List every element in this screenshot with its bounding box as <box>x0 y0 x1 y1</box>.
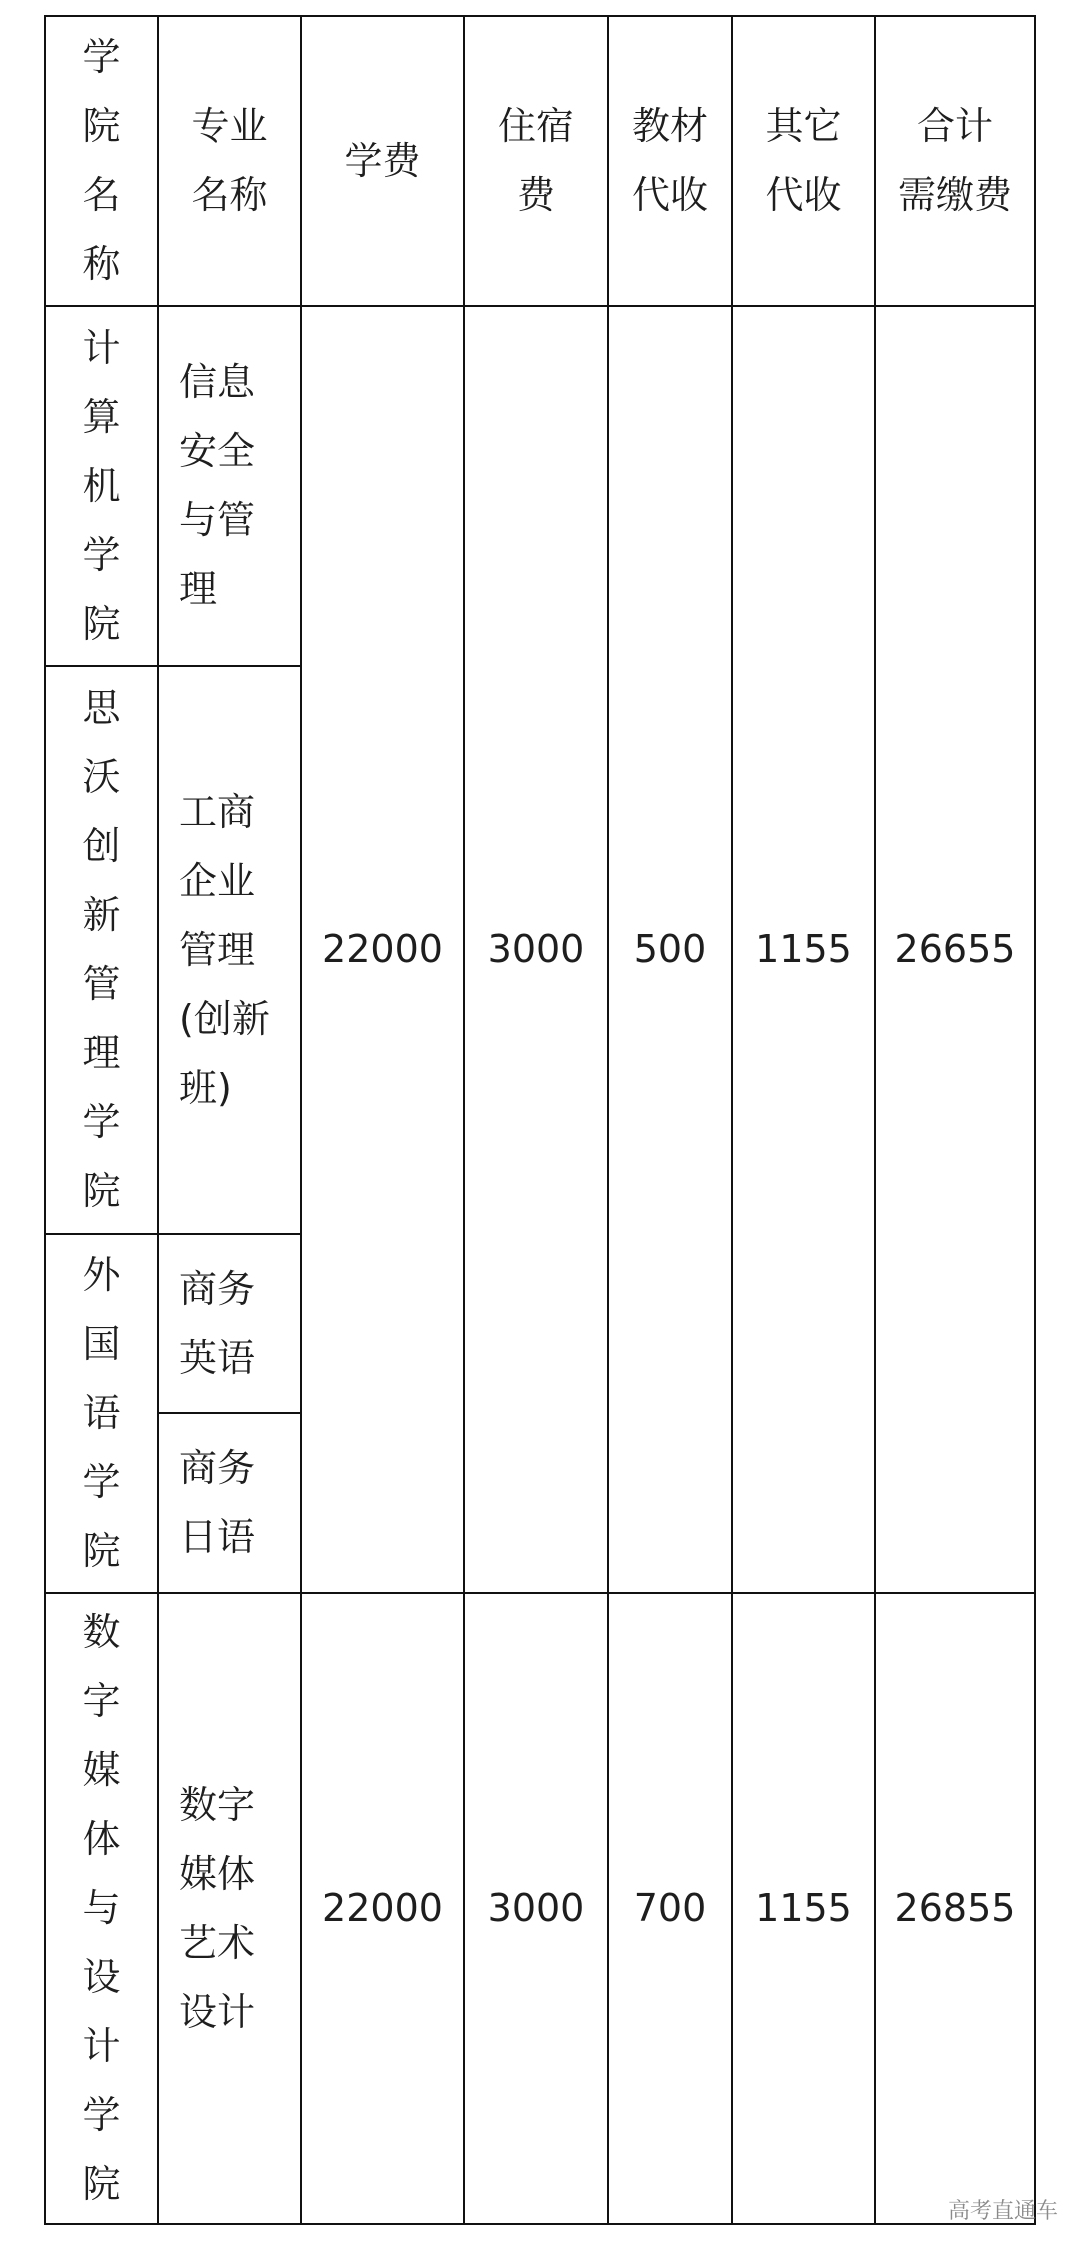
header-college: 学院名称 <box>45 16 158 306</box>
header-textbook: 教材 代收 <box>608 16 732 306</box>
other-cell: 1155 <box>732 1593 875 2224</box>
total-cell: 26655 <box>875 306 1035 1593</box>
major-cell: 商务 日语 <box>158 1413 301 1593</box>
textbook-cell: 500 <box>608 306 732 1593</box>
college-cell: 数字媒体与设计学院 <box>45 1593 158 2224</box>
fee-table <box>44 15 1036 2225</box>
table-row <box>45 306 1035 666</box>
tuition-cell: 22000 <box>301 1593 464 2224</box>
header-total: 合计 需缴费 <box>875 16 1035 306</box>
header-major: 专业 名称 <box>158 16 301 306</box>
header-row <box>45 16 1035 306</box>
header-other: 其它 代收 <box>732 16 875 306</box>
watermark: 高考直通车 <box>947 2199 1058 2224</box>
major-cell: 商务 英语 <box>158 1234 301 1413</box>
textbook-cell: 700 <box>608 1593 732 2224</box>
major-cell: 工商 企业 管理 (创新 班) <box>158 666 301 1234</box>
accommodation-cell: 3000 <box>464 1593 608 2224</box>
other-cell: 1155 <box>732 306 875 1593</box>
tuition-cell: 22000 <box>301 306 464 1593</box>
total-cell: 26855 <box>875 1593 1035 2224</box>
college-cell: 思沃创新管理学院 <box>45 666 158 1234</box>
major-cell: 信息 安全 与管 理 <box>158 306 301 666</box>
college-cell: 计算机学院 <box>45 306 158 666</box>
header-tuition: 学费 <box>301 16 464 306</box>
accommodation-cell: 3000 <box>464 306 608 1593</box>
table-row <box>45 1593 1035 2224</box>
header-accommodation: 住宿 费 <box>464 16 608 306</box>
college-cell: 外国语学院 <box>45 1234 158 1593</box>
major-cell: 数字 媒体 艺术 设计 <box>158 1593 301 2224</box>
